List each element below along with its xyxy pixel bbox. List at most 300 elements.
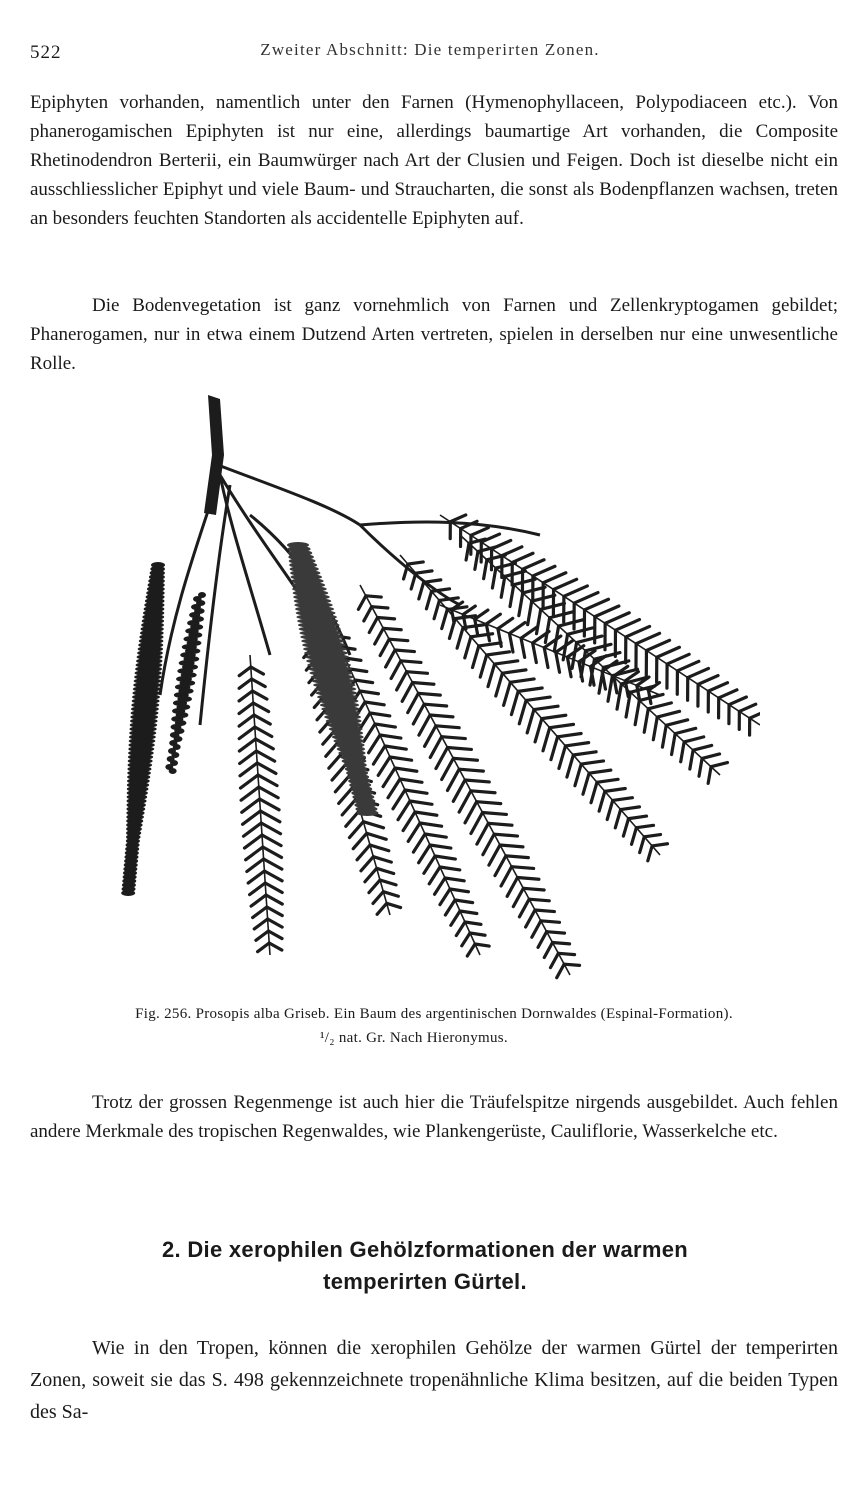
leaflet [607, 800, 613, 819]
leaflet [266, 895, 282, 904]
leaflet [543, 573, 566, 583]
paragraph-drip-tip: Trotz der grossen Regenmenge ist auch hier die Träufelspitze nirgends ausgebildet. Auch fehlen andere Merkmale des tropischen Regenwaldes, wie Plankengerüste, Cauliflorie, Wasserkelche etc. [30, 1092, 838, 1142]
leaflet [364, 607, 372, 621]
leaflet [567, 755, 573, 777]
leaflet [739, 704, 755, 711]
leaflet [583, 773, 589, 794]
leaflet [247, 859, 264, 871]
leaflet [260, 811, 279, 822]
leaflet [416, 571, 432, 573]
leaflet [430, 737, 441, 758]
leaflet [518, 688, 542, 691]
leaflet [465, 922, 481, 924]
leaflet [391, 661, 401, 679]
leaflet [408, 693, 419, 712]
leaflet [408, 562, 423, 564]
leaflet [684, 737, 704, 742]
leaflet [250, 883, 266, 895]
leaflet [434, 600, 439, 618]
leaflet [564, 586, 587, 596]
leaflet [255, 727, 272, 736]
leaflet [459, 769, 483, 771]
leaflet [471, 813, 483, 834]
leaflet [477, 823, 488, 844]
leaflet [581, 761, 603, 764]
leaflet [265, 883, 282, 892]
paragraph-ground-vegetation: Die Bodenvegetation ist ganz vornehmlich von Farnen und Zellenkryptogamen gebildet; Phanerogamen, nur in etwa einem Dutzend Arten vertreten, spielen in derselben nur eine unwesentliche Rolle. [30, 295, 838, 374]
leaflet [383, 892, 398, 897]
leaflet [242, 799, 260, 812]
leaflet [262, 835, 281, 846]
leaflet [264, 871, 282, 881]
leaflet [258, 775, 277, 786]
leaflet [488, 664, 495, 686]
leaflet [365, 702, 384, 705]
leaflet [473, 646, 479, 668]
leaflet [243, 811, 261, 824]
leaflet [657, 711, 679, 717]
leaflet [501, 867, 512, 886]
leaflet [430, 845, 451, 848]
leaflet [544, 943, 552, 958]
leaflet [385, 746, 406, 749]
spike-flower [169, 768, 177, 774]
leaflet [750, 711, 760, 718]
leaflet [397, 672, 407, 690]
leaflet [256, 931, 268, 940]
leaflet [653, 717, 657, 740]
leaflet [573, 752, 596, 755]
leaflet [369, 735, 380, 753]
leaflet [577, 636, 602, 643]
leaflet [550, 953, 558, 967]
leaflet [575, 764, 581, 786]
leaflet [435, 878, 445, 894]
leaflet [430, 715, 453, 717]
leaflet [419, 845, 430, 863]
leaflet [419, 715, 430, 735]
leaflet [652, 844, 667, 846]
leaflet [495, 856, 506, 876]
spike-flower [121, 890, 135, 896]
flower-spike-left [121, 562, 165, 896]
leaflet [657, 647, 680, 657]
leaflet [429, 867, 440, 884]
leaflet [572, 643, 576, 669]
leaflet [526, 697, 550, 700]
leaflet [501, 576, 505, 597]
leaflet [401, 661, 421, 663]
prosopis-illustration [100, 395, 760, 1000]
leaflet [617, 684, 621, 709]
leaflet [564, 964, 579, 965]
leaflet [554, 579, 577, 589]
leaflet [532, 921, 541, 937]
leaflet [410, 801, 432, 804]
leaflet [424, 704, 446, 706]
leaflet [535, 910, 554, 912]
leaflet [480, 655, 486, 677]
leaflet [453, 780, 465, 801]
leaflet [521, 638, 525, 657]
leaflet [452, 610, 454, 623]
leaflet [512, 553, 533, 562]
leaflet [543, 728, 550, 751]
leaflet [413, 683, 434, 685]
leaflet [542, 715, 566, 718]
leaflet [377, 868, 394, 873]
leaflet [393, 790, 405, 809]
leaflet [239, 679, 251, 688]
leaflet [269, 943, 282, 950]
leaflet [613, 798, 633, 801]
leaflet [513, 888, 523, 906]
leaflet [500, 845, 523, 847]
leaflet [355, 680, 373, 683]
leaflet [487, 652, 510, 655]
leaflet [403, 812, 415, 831]
leaflet [521, 627, 537, 638]
leaflet [729, 697, 746, 705]
leaflet [537, 609, 541, 633]
leaflet [246, 847, 263, 860]
leaflet [411, 573, 416, 589]
leaflet [370, 845, 389, 851]
leaflet [602, 671, 605, 689]
leaflet [556, 652, 560, 672]
leaflet [615, 810, 620, 828]
leaflet [534, 706, 558, 709]
spike-flower [356, 810, 378, 816]
leaflet [395, 650, 414, 652]
leaflet [413, 834, 425, 852]
leaflet [708, 683, 727, 691]
leaflet [360, 691, 378, 694]
leaflet [597, 779, 618, 782]
leaflet [447, 769, 459, 790]
leaflet [558, 734, 582, 737]
leaflet [585, 599, 609, 610]
leaflet [373, 857, 391, 862]
running-title: Zweiter Abschnitt: Die temperirten Zonen. [260, 40, 600, 59]
leaflet [405, 790, 427, 793]
leaflet [677, 661, 698, 670]
leaflet [465, 637, 471, 658]
leaflet [388, 779, 400, 798]
leaflet [436, 726, 459, 728]
leaflet [529, 899, 549, 901]
leaflet [267, 907, 282, 916]
main-stem [204, 395, 224, 515]
leaflet [400, 779, 422, 782]
leaflet [251, 895, 266, 906]
leaflet [253, 703, 268, 712]
leaflet [257, 763, 276, 773]
leaflet [425, 834, 446, 837]
leaflet [375, 628, 384, 644]
leaflet [439, 598, 458, 601]
leaflet [471, 528, 488, 536]
leaflet [621, 807, 640, 810]
page-number: 522 [30, 42, 62, 63]
leaflet [440, 889, 450, 905]
leaflet [648, 846, 652, 861]
section-heading-line-1: 2. Die xerophilen Gehölzformationen der warmen [161, 1237, 689, 1262]
leaflet [253, 907, 267, 918]
leaflet [350, 669, 367, 671]
leaflet [519, 593, 523, 616]
leaflet [240, 763, 257, 776]
leaflet [615, 620, 639, 631]
leaflet [259, 787, 278, 798]
leaflet [494, 834, 517, 836]
leaflet [558, 953, 574, 954]
leaflet [511, 691, 518, 714]
leaflet [551, 737, 558, 760]
leaflet [366, 596, 381, 597]
leaflet [626, 626, 650, 636]
leaflet [644, 835, 660, 837]
leaflet [380, 735, 401, 738]
leaflet [702, 754, 719, 758]
leaflet [479, 643, 501, 646]
leaflet [407, 672, 428, 674]
leaflet [628, 816, 646, 819]
leaflet [380, 880, 396, 885]
leaflet [241, 787, 259, 800]
leaflet [239, 727, 255, 739]
leaflet [456, 922, 465, 936]
paragraph-xerophilous-woods: Wie in den Tropen, können die xerophilen Gehölze der warmen Gürtel der temperirten Zonen, soweit sie das S. 498 gekennzeichnete tropenähnliche Klima besitzen, auf die beiden Typen des Sa- [30, 1337, 838, 1423]
leaflet [365, 868, 377, 881]
leaflet [263, 847, 282, 857]
section-heading-line-2: temperirten Gürtel. [323, 1269, 527, 1294]
leaflet [559, 746, 566, 768]
leaflet [264, 859, 282, 869]
leaflet [369, 618, 377, 633]
leaflet [440, 867, 460, 870]
leaflet [526, 910, 535, 927]
leaflet [389, 639, 408, 641]
leaflet [488, 823, 512, 825]
leaflet [541, 921, 560, 923]
leaflet [258, 943, 270, 952]
leaflet [535, 719, 542, 742]
caption-line-2: ¹/₂ nat. Gr. Nach Hieronymus. [320, 1030, 508, 1046]
leaflet [646, 640, 669, 650]
leaflet [507, 878, 517, 897]
leaflet [547, 932, 565, 933]
leaflet [358, 596, 365, 610]
leaflet [460, 911, 477, 913]
leaflet [475, 610, 488, 619]
leaflet [538, 932, 547, 948]
leaflet [489, 845, 500, 865]
leaflet [435, 856, 455, 859]
leaflet [420, 823, 442, 826]
leaflet [533, 643, 537, 663]
leaflet [644, 709, 648, 732]
leaflet [418, 693, 440, 695]
leaflet [239, 715, 254, 726]
leaflet [495, 661, 518, 664]
leaflet [519, 700, 526, 723]
leaflet [567, 657, 571, 677]
leaflet [690, 750, 693, 769]
leaflet [243, 823, 261, 836]
leaflet [442, 737, 466, 739]
leaflet [239, 703, 253, 714]
leaflet [373, 746, 385, 764]
leaflet [518, 878, 539, 880]
leaflet [523, 560, 544, 569]
leaflet [623, 819, 628, 836]
leaflet [395, 768, 417, 771]
leaflet [453, 758, 477, 760]
leaflet [502, 670, 526, 673]
leaflet [565, 743, 588, 746]
leaflet [386, 650, 395, 667]
leaflet [675, 728, 696, 733]
leaflet [451, 911, 460, 925]
leaflet [586, 644, 611, 651]
leaflet [681, 742, 684, 762]
leaflet [498, 618, 513, 628]
leaflet [591, 782, 597, 802]
leaflet [486, 624, 489, 641]
leaflet [450, 515, 465, 522]
leaflet [662, 725, 666, 747]
leaflet [254, 919, 267, 929]
leaflet [383, 628, 401, 629]
leaflet [708, 767, 711, 784]
leaflet [608, 676, 612, 702]
leaflet [504, 682, 511, 705]
leaflet [483, 834, 494, 854]
leaflet [467, 944, 475, 956]
leaflet [260, 799, 279, 810]
leaflet [605, 613, 629, 624]
leaflet [550, 724, 574, 727]
figure-prosopis-alba [100, 395, 760, 1000]
leaflet [413, 704, 424, 724]
leaflet [465, 802, 477, 823]
leaflet [719, 690, 737, 698]
leaflet [357, 845, 370, 860]
leaflet [387, 903, 401, 907]
leaflet [484, 560, 487, 579]
leaflet [568, 628, 593, 634]
leaflet [349, 822, 363, 838]
leaflet [462, 933, 470, 946]
leaflet [470, 933, 485, 935]
leaflet [375, 724, 395, 727]
leaflet [252, 691, 267, 699]
leaflet [648, 690, 650, 703]
leaflet [373, 892, 383, 904]
leaflet [544, 648, 548, 668]
leaflet [574, 593, 598, 603]
leaflet [370, 713, 390, 716]
leaflet [475, 552, 478, 570]
leaflet [475, 944, 489, 946]
paragraph-epiphytes: Epiphyten vorhanden, namentlich unter den Farnen (Hymenophyllaceen, Polypodiaceen etc.). Von phanerogamischen Epiphyten ist nur eine, allerdings baumartige Art vorhanden, die Composite Rhetinodendron Berterii, ein Baumwürger nach Art der Clusien und Feigen. Doch ist dieselbe nicht ein ausschliesslicher Epiphyt und viele Baum- und Straucharten, die sonst als Bodenpflanzen wachsen, treten an besonders feuchten Standorten als accidentelle Epiphyten auf. [30, 92, 838, 229]
flower-spike-large [287, 542, 378, 816]
branch-1 [218, 465, 360, 525]
leaflet [239, 739, 255, 751]
leaflet [251, 667, 264, 674]
leaflet [239, 667, 251, 676]
leaflet [636, 825, 653, 827]
leaflet [425, 726, 436, 746]
leaflet [589, 770, 611, 773]
leaflet [492, 568, 495, 588]
leaflet [240, 775, 258, 788]
leaflet [599, 791, 605, 811]
leaflet [424, 580, 441, 582]
leaflet [475, 619, 478, 635]
leaflet [459, 791, 471, 812]
leaflet [605, 788, 625, 791]
leaflet [527, 710, 534, 733]
leaflet [240, 751, 257, 763]
leaflet [667, 654, 689, 664]
leaflet [457, 628, 463, 648]
leaflet [519, 899, 529, 917]
flower-spike-small [165, 592, 206, 774]
leaflet [256, 739, 274, 749]
leaflet [523, 888, 544, 890]
leaflet [510, 679, 534, 682]
leaflet [363, 822, 383, 828]
leaflet [364, 724, 375, 741]
leaflet [390, 757, 412, 760]
leaflet [372, 607, 388, 608]
leaflet [424, 856, 435, 873]
leaflet [244, 835, 262, 848]
leaflet [248, 871, 264, 883]
leaflet [528, 601, 532, 624]
leaflet [268, 931, 282, 939]
leaflet [509, 623, 525, 634]
leaflet [378, 618, 395, 619]
leaflet [672, 734, 676, 755]
leaflet [256, 751, 274, 761]
leaflet [408, 823, 420, 841]
leaflet [445, 900, 455, 915]
leaflet [377, 903, 387, 914]
leaflet [466, 543, 469, 560]
leaflet [553, 943, 570, 944]
leaflet [635, 701, 639, 725]
leaflet [369, 880, 380, 893]
leaflet [252, 679, 266, 687]
leaflet [698, 676, 718, 685]
leaflet [471, 791, 495, 793]
leaflet [261, 823, 280, 834]
leaflet [436, 748, 448, 769]
leaflet [353, 833, 366, 848]
leaflet [448, 748, 472, 750]
leaflet [239, 691, 252, 701]
leaflet [632, 828, 637, 845]
leaflet [688, 668, 709, 677]
leaflet [426, 591, 431, 608]
leaflet [361, 857, 373, 871]
leaflet [699, 758, 702, 776]
leaflet [367, 833, 387, 839]
section-heading [30, 1234, 820, 1298]
